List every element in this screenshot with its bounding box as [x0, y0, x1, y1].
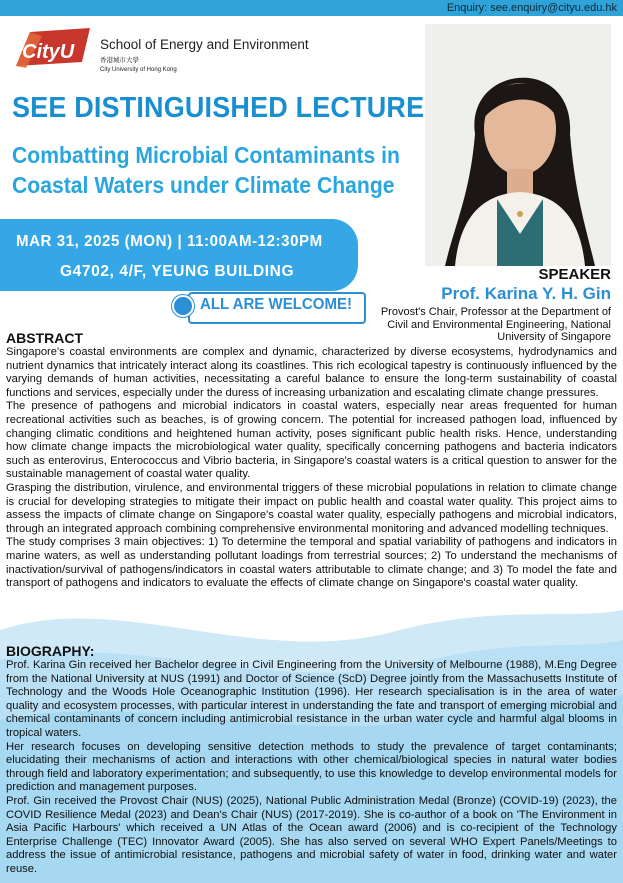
biography-paragraph: Prof. Karina Gin received her Bachelor degree in Civil Engineering from the University of Melbourne (1988), M.Eng Degree from the National University at NUS (1991) and Doctor of Science (ScD) Degree jointly from the Massachusetts Institute of Technology and the Woods Hole Oceanographic Institution (1996). Her research specialisation is in the area of water quality and ecosystem processes, with particular interest in understanding the fate and transport of emerging microbial and chemical contaminants of concern including antimicrobial resistance in the urban water cycle and harmful algal blooms in tropical waters.	[6, 659, 617, 739]
lecture-series-heading: SEE DISTINGUISHED LECTURE	[12, 92, 425, 124]
lecture-title: Combatting Microbial Contaminants in Coastal Waters under Climate Change	[12, 142, 400, 198]
abstract-paragraph: The study comprises 3 main objectives: 1) To determine the temporal and spatial variability of pathogens and indicators in marine waters, as well as understanding pollutant loadings from terrestrial sources; 2) To understand the mechanisms of inactivation/survival of pathogens/indicators in coastal waters attributable to climate change; and 3) To model the fate and transport of pathogens and indicators to evaluate the effects of climate change on Singapore's coastal water quality.	[6, 536, 617, 590]
speaker-label: SPEAKER	[538, 266, 611, 283]
biography-heading: BIOGRAPHY:	[6, 643, 95, 659]
cityu-logo	[12, 26, 94, 72]
welcome-bullet-icon	[172, 295, 194, 317]
abstract-body	[6, 346, 617, 591]
svg-text:CityU: CityU	[22, 41, 75, 63]
speaker-photo	[425, 24, 611, 266]
abstract-heading: ABSTRACT	[6, 330, 83, 346]
event-date-time: MAR 31, 2025 (MON) | 11:00AM-12:30PM	[16, 233, 323, 250]
speaker-affiliation: Provost's Chair, Professor at the Department of Civil and Environmental Engineering, National University of Singapore	[380, 306, 611, 343]
school-name: School of Energy and Environment	[100, 37, 309, 52]
university-name-chinese: 香港城市大學	[100, 57, 139, 64]
event-venue: G4702, 4/F, YEUNG BUILDING	[60, 263, 295, 280]
abstract-paragraph: Singapore's coastal environments are complex and dynamic, characterized by diverse ecosystems, hydrodynamics and nutrient dynamics that intricately interact along its coastlines. This rich ecological tapestry is continuously influenced by the varying demands of human activities, necessitating a careful balance to ensure the long-term sustainability of coastal functions and services, especially under the duress of increasing urbanization and escalating climate change pressures.	[6, 346, 617, 399]
speaker-name: Prof. Karina Y. H. Gin	[441, 284, 611, 303]
biography-body	[6, 659, 617, 877]
enquiry-email[interactable]: Enquiry: see.enquiry@cityu.edu.hk	[446, 2, 617, 14]
welcome-text: ALL ARE WELCOME!	[200, 296, 353, 313]
university-name-english: City University of Hong Kong	[100, 67, 177, 73]
abstract-paragraph: The presence of pathogens and microbial indicators in coastal waters, especially near areas frequented for human recreational activities such as beaches, is of growing concern. The potential for increased pathogen load, influenced by changing climatic conditions and heightened human activity, poses significant public health risks. Hence, understanding how climate change impacts the microbiological water quality, specifically concerning pathogens and bacteria indicators such as enterovirus, Enterococcus and Vibrio bacteria, in Singapore's coastal waters is a critical question to answer for the sustainable management of coastal water quality.	[6, 400, 617, 481]
abstract-paragraph: Grasping the distribution, virulence, and environmental triggers of these microbial populations in relation to climate change is crucial for developing strategies to mitigate their impact on public health and coastal water quality. This project aims to assess the impacts of climate change on Singapore's coastal water quality, especially pathogens and microbial indicators, through an integrated approach combining comprehensive environmental monitoring and advanced modelling techniques.	[6, 481, 617, 535]
biography-paragraph: Prof. Gin received the Provost Chair (NUS) (2025), National Public Administration Medal (Bronze) (COVID-19) (2023), the COVID Resilience Medal (2023) and Dean's Chair (NUS) (2017-2019). She is co-author of a book on 'The Environment in Asia Pacific Harbours' which received a UN Atlas of the Ocean award (2006) and is co-recipient of the Technology Enterprise Challenge (TEC) Innovator Award (2005). She has also served on several WHO Expert Panels/Meetings to address the issue of antimicrobial resistance, pathogens and microbial safety of water in food, drinking water and water reuse.	[6, 794, 617, 875]
biography-paragraph: Her research focuses on developing sensitive detection methods to study the prevalence of target contaminants; elucidating their mechanisms of action and interactions with other chemical/biological species in natural water bodies through field and laboratory experimentation; and subsequently, to use this knowledge to develop environmental models for prediction and management purposes.	[6, 740, 617, 794]
